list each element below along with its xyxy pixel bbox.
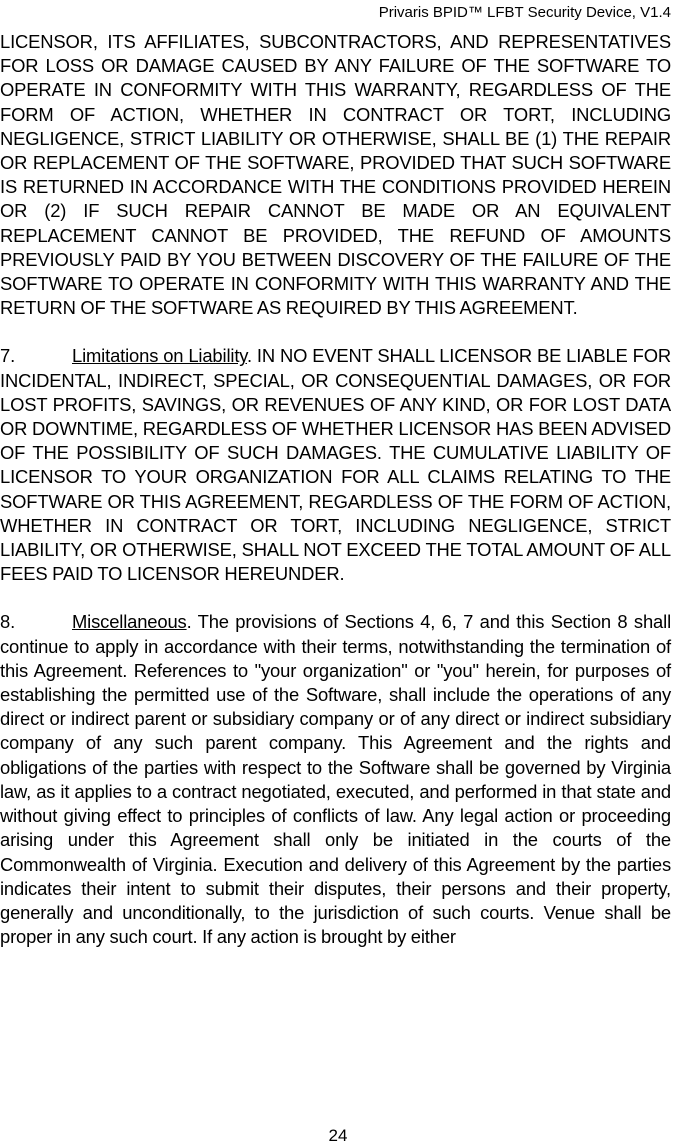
paragraph-spacer <box>0 320 671 344</box>
section-7-paragraph <box>0 344 671 586</box>
section-7-text: . IN NO EVENT SHALL LICENSOR BE LIABLE FOR INCIDENTAL, INDIRECT, SPECIAL, OR CONSEQUENTIAL DAMAGES, OR FOR LOST PROFITS, SAVINGS, OR REVENUES OF ANY KIND, OR FOR LOST DATA OR DOWNTIME, REGARDLESS OF WHETHER LICENSOR HAS BEEN ADVISED OF THE POSSIBILITY OF SUCH DAMAGES. THE CUMULATIVE LIABILITY OF LICENSOR TO YOUR ORGANIZATION FOR ALL CLAIMS RELATING TO THE SOFTWARE OR THIS AGREEMENT, REGARDLESS OF THE FORM OF ACTION, WHETHER IN CONTRACT OR TORT, INCLUDING NEGLIGENCE, STRICT LIABILITY, OR OTHERWISE, SHALL NOT EXCEED THE TOTAL AMOUNT OF ALL FEES PAID TO LICENSOR HEREUNDER. <box>0 345 671 585</box>
section-8-title: Miscellaneous <box>72 611 187 633</box>
continuation-paragraph: LICENSOR, ITS AFFILIATES, SUBCONTRACTORS, AND REPRESENTATIVES FOR LOSS OR DAMAGE CAUSED BY ANY FAILURE OF THE SOFTWARE TO OPERATE IN CONFORMITY WITH THIS WARRANTY, REGARDLESS OF THE FORM OF ACTION, WHETHER IN CONTRACT OR TORT, INCLUDING NEGLIGENCE, STRICT LIABILITY OR OTHERWISE, SHALL BE (1) THE REPAIR OR REPLACEMENT OF THE SOFTWARE, PROVIDED THAT SUCH SOFTWARE IS RETURNED IN ACCORDANCE WITH THE CONDITIONS PROVIDED HEREIN OR (2) IF SUCH REPAIR CANNOT BE MADE OR AN EQUIVALENT REPLACEMENT CANNOT BE PROVIDED, THE REFUND OF AMOUNTS PREVIOUSLY PAID BY YOU BETWEEN DISCOVERY OF THE FAILURE OF THE SOFTWARE TO OPERATE IN CONFORMITY WITH THIS WARRANTY AND THE RETURN OF THE SOFTWARE AS REQUIRED BY THIS AGREEMENT. <box>0 31 671 319</box>
paragraph-spacer <box>0 586 671 610</box>
section-8-text: . The provisions of Sections 4, 6, 7 and this Section 8 shall continue to apply in accordance with their terms, notwithstanding the termination of this Agreement. References to "your organization" or "you" herein, for purposes of establishing the permitted use of the Software, shall include the operations of any direct or indirect parent or subsidiary company or of any direct or indirect subsidiary company of any such parent company. This Agreement and the rights and obligations of the parties with respect to the Software shall be governed by Virginia law, as it applies to a contract negotiated, executed, and performed in that state and without giving effect to principles of conflicts of law. Any legal action or proceeding arising under this Agreement shall only be initiated in the courts of the Commonwealth of Virginia. Execution and delivery of this Agreement by the parties indicates their intent to submit their disputes, their persons and their property, generally and unconditionally, to the jurisdiction of such courts. Venue shall be proper in any such court. If any action is brought by either <box>0 611 671 948</box>
page-header: Privaris BPID™ LFBT Security Device, V1.4 <box>378 4 671 21</box>
section-8-number: 8. <box>0 611 16 633</box>
section-8-paragraph <box>0 610 671 949</box>
page-number: 24 <box>328 1126 348 1145</box>
document-body <box>0 30 671 949</box>
section-7-title: Limitations on Liability <box>72 345 247 367</box>
section-7-number: 7. <box>0 345 16 367</box>
